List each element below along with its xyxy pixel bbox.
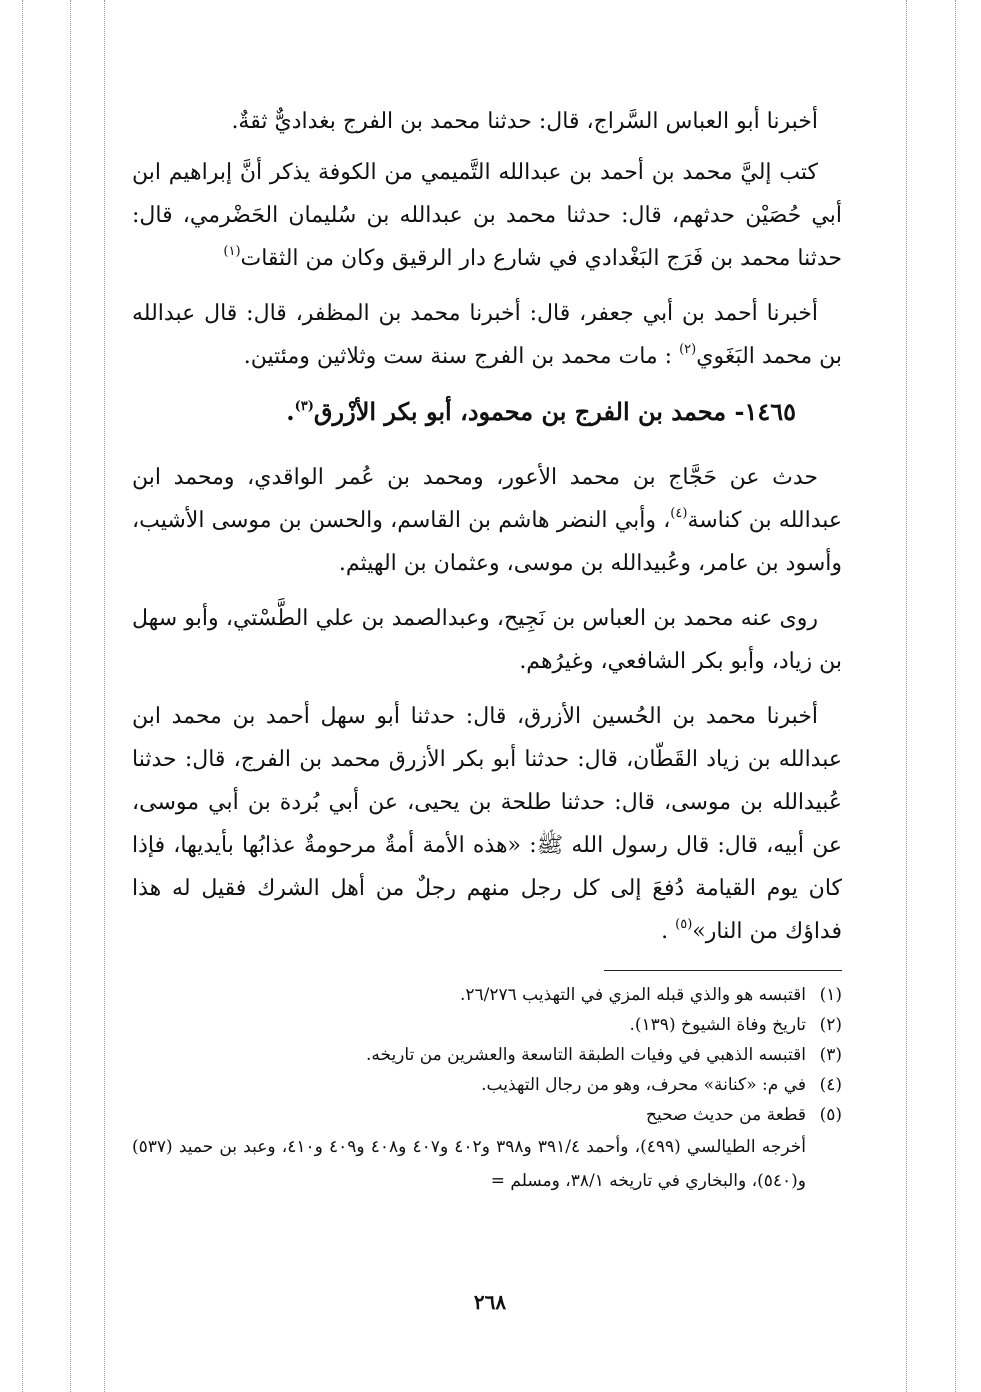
margin-guide-line xyxy=(955,0,956,1392)
paragraph-text: . xyxy=(661,919,669,944)
footnote-ref[interactable]: (٥) xyxy=(675,917,693,932)
paragraph-2 xyxy=(132,151,842,280)
footnote-item xyxy=(132,1100,842,1130)
entry-heading xyxy=(132,390,842,434)
footnote-text: قطعة من حديث صحيح xyxy=(645,1105,806,1125)
footnote-number: (١) xyxy=(819,985,842,1005)
footnote-item xyxy=(132,1010,842,1040)
page-body xyxy=(132,100,842,965)
footnote-ref[interactable]: (٢) xyxy=(679,342,697,357)
footnote-item xyxy=(132,980,842,1010)
margin-guide-line xyxy=(104,0,105,1392)
paragraph-text: أخبرنا أبو العباس السَّراج، قال: حدثنا محمد بن الفرج بغداديٌّ ثقةٌ. xyxy=(231,109,818,134)
footnote-number: (٥) xyxy=(819,1105,842,1125)
footnote-text: تاريخ وفاة الشيوخ (١٣٩). xyxy=(629,1015,806,1035)
footnote-text: اقتبسه الذهبي في وفيات الطبقة التاسعة والعشرين من تاريخه. xyxy=(365,1045,806,1065)
page-number: ٢٦٨ xyxy=(473,1290,507,1314)
margin-guide-line xyxy=(70,0,71,1392)
paragraph-text: ، وأبي النضر هاشم بن القاسم، والحسن بن موسى الأشيب، وأسود بن عامر، وعُبيدالله بن موسى، وعثمان بن الهيثم. xyxy=(132,508,842,576)
heading-text: ١٤٦٥- محمد بن الفرج بن محمود، أبو بكر الأزْرق xyxy=(313,397,796,426)
heading-end: . xyxy=(286,397,295,426)
footnote-ref[interactable]: (١) xyxy=(223,244,241,259)
footnotes xyxy=(132,980,842,1198)
footnote-number: (٤) xyxy=(819,1075,842,1095)
paragraph-text: أخبرنا أحمد بن أبي جعفر، قال: أخبرنا محمد بن المظفر، قال: قال عبدالله بن محمد البَغَوي xyxy=(132,301,842,369)
paragraph-text: روى عنه محمد بن العباس بن نَجِيح، وعبدالصمد بن علي الطَّسْتي، وأبو سهل بن زياد، وأبو بكر الشافعي، وغيرُهم. xyxy=(132,606,842,674)
footnote-item xyxy=(132,1070,842,1100)
paragraph-text: أخبرنا محمد بن الحُسين الأزرق، قال: حدثنا أبو سهل أحمد بن محمد ابن عبدالله بن زياد القَطّان، قال: حدثنا أبو بكر الأزرق محمد بن الفرج، قال: حدثنا عُبيدالله بن موسى، قال: حدثنا طلحة بن يحيى، عن أبي بُردة بن أبي موسى، عن أبيه، قال: قال رسول الله ﷺ: «هذه الأمة أمةٌ مرحومةٌ عذابُها بأيديها، فإذا كان يوم القيامة دُفعَ إلى كل رجل منهم رجلٌ من أهل الشرك فقيل له هذا فداؤك من النار» xyxy=(132,704,842,944)
footnote-ref[interactable]: (٤) xyxy=(670,506,688,521)
margin-guide-line xyxy=(906,0,907,1392)
paragraph-3 xyxy=(132,292,842,378)
footnote-item xyxy=(132,1040,842,1070)
paragraph-text: كتب إليَّ محمد بن أحمد بن عبدالله التَّميمي من الكوفة يذكر أنَّ إبراهيم ابن أبي حُصَيْن حدثهم، قال: حدثنا محمد بن عبدالله بن سُليمان الحَضْرمي، قال: حدثنا محمد بن فَرَج البَغْدادي في شارع دار الرقيق وكان من الثقات xyxy=(132,160,842,271)
footnote-number: (٢) xyxy=(819,1015,842,1035)
footnote-text: في م: «كنانة» محرف، وهو من رجال التهذيب. xyxy=(481,1075,806,1095)
paragraph-5 xyxy=(132,597,842,683)
paragraph-6 xyxy=(132,695,842,953)
footnote-ref[interactable]: (٣) xyxy=(294,399,314,414)
footnote-divider xyxy=(604,970,842,971)
footnote-continuation: أخرجه الطيالسي (٤٩٩)، وأحمد ٣٩١/٤ و٣٩٨ و٤٠٢ و٤٠٧ و٤٠٨ و٤٠٩ و٤١٠، وعبد بن حميد (٥٣٧) و(٥٤٠)، والبخاري في تاريخه ٣٨/١، ومسلم = xyxy=(132,1137,806,1191)
paragraph-1 xyxy=(132,100,842,143)
footnote-number: (٣) xyxy=(819,1045,842,1065)
footnote-text: اقتبسه هو والذي قبله المزي في التهذيب ٢٦/٢٧٦. xyxy=(459,985,806,1005)
margin-guide-line xyxy=(22,0,23,1392)
paragraph-4 xyxy=(132,456,842,585)
paragraph-text: : مات محمد بن الفرج سنة ست وثلاثين ومئتين. xyxy=(243,344,673,369)
paragraph-text: حدث عن حَجَّاج بن محمد الأعور، ومحمد بن عُمر الواقدي، ومحمد ابن عبدالله بن كناسة xyxy=(132,465,843,533)
